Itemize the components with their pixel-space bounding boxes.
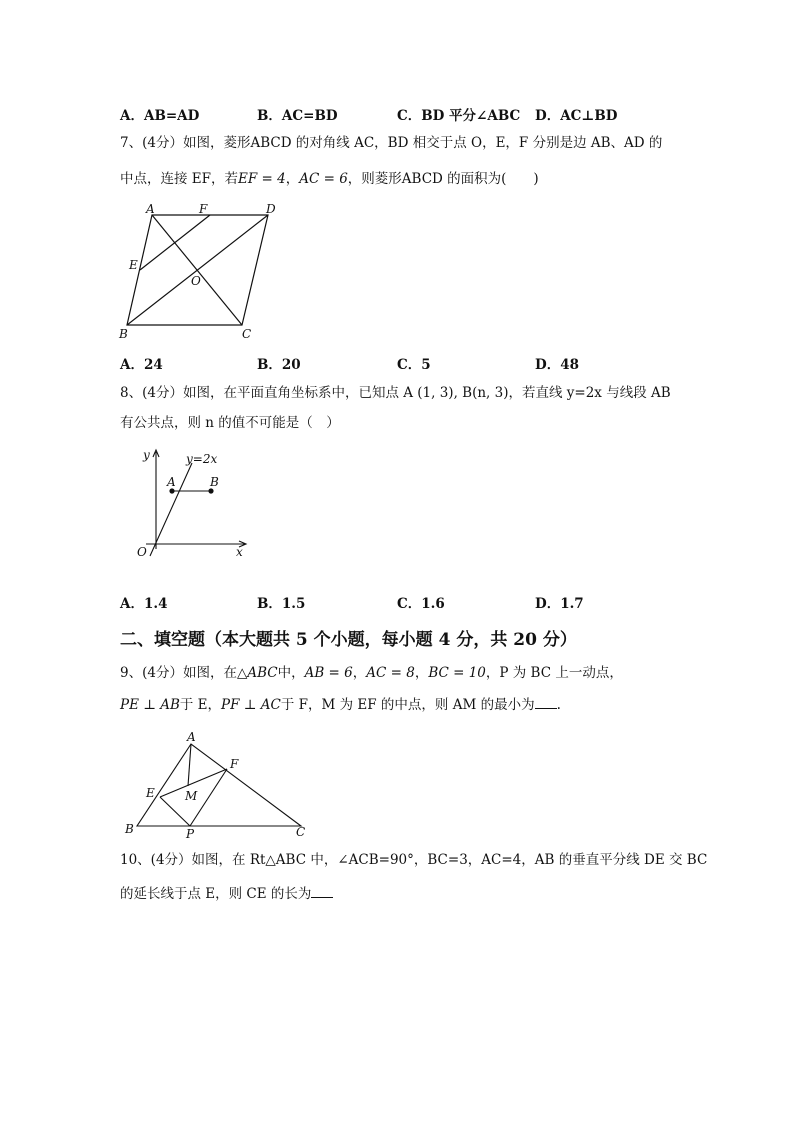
q7-option-c[interactable]: C．5 xyxy=(397,357,431,373)
q9-text-part: 中， xyxy=(277,665,305,681)
label-y: y xyxy=(143,448,150,462)
q9-text-part: ，P 为 BC 上一动点， xyxy=(485,665,623,681)
segment-am xyxy=(188,744,191,786)
q6-option-d[interactable]: D．AC⊥BD xyxy=(535,108,618,124)
label-a: A xyxy=(187,730,196,744)
q10-text-part: 的延长线于点 E，则 CE 的长为 xyxy=(120,886,312,902)
q7-math-ac: AC = 6 xyxy=(299,171,348,187)
q8-text-line-1: 8、(4分）如图，在平面直角坐标系中，已知点 A (1, 3), B(n, 3)，若直线 y=2x 与线段 AB xyxy=(120,385,671,401)
q9-math-ac: AC = 8 xyxy=(366,665,415,681)
q7-option-a[interactable]: A．24 xyxy=(120,357,163,373)
label-b: B xyxy=(119,327,128,341)
q7-text-part: ， xyxy=(285,171,300,187)
q6-option-a[interactable]: A．AB=AD xyxy=(120,108,200,124)
q9-text-part: ， xyxy=(414,665,429,681)
q9-math-triangle: △ABC xyxy=(236,665,278,681)
q6-option-c[interactable]: C．BD 平分∠ABC xyxy=(397,108,521,124)
label-f: F xyxy=(230,757,239,771)
q9-math-pf-perp: PF ⊥ AC xyxy=(221,697,281,713)
q7-text-line-1: 7、(4分）如图，菱形ABCD 的对角线 AC，BD 相交于点 O，E，F 分别是边 AB、AD 的 xyxy=(120,135,663,151)
label-p: P xyxy=(186,827,195,841)
label-line: y=2x xyxy=(186,452,218,466)
q7-text-part: ，则菱形ABCD 的面积为( ) xyxy=(347,171,539,187)
label-o: O xyxy=(137,545,147,559)
label-f: F xyxy=(199,202,208,216)
label-x: x xyxy=(236,545,243,559)
q9-text-part: . xyxy=(556,697,561,713)
q8-text-line-2: 有公共点，则 n 的值不可能是（ ） xyxy=(120,415,340,431)
q9-math-ab: AB = 6 xyxy=(304,665,353,681)
q8-option-d[interactable]: D．1.7 xyxy=(535,596,584,612)
q9-text-part: ， xyxy=(352,665,367,681)
q9-text-part: 9、(4分）如图，在 xyxy=(120,665,237,681)
q6-option-b[interactable]: B．AC=BD xyxy=(257,108,338,124)
q7-option-d[interactable]: D．48 xyxy=(535,357,579,373)
label-d: D xyxy=(266,202,276,216)
q8-option-c[interactable]: C．1.6 xyxy=(397,596,445,612)
label-c: C xyxy=(242,327,252,341)
label-e: E xyxy=(129,258,138,272)
label-c: C xyxy=(296,825,306,839)
label-e: E xyxy=(146,786,155,800)
triangle-abc xyxy=(137,744,301,826)
q10-text-line-1: 10、(4分）如图，在 Rt△ABC 中，∠ACB=90°，BC=3，AC=4，AB 的垂直平分线 DE 交 BC xyxy=(120,852,708,868)
label-a: A xyxy=(146,202,155,216)
answer-blank[interactable] xyxy=(311,885,333,898)
label-m: M xyxy=(185,789,198,803)
label-o: O xyxy=(191,274,201,288)
q10-text-line-2 xyxy=(120,885,333,903)
label-b: B xyxy=(210,475,219,489)
label-a: A xyxy=(167,475,176,489)
q9-text-part: 于 F，M 为 EF 的中点，则 AM 的最小为 xyxy=(280,697,535,713)
q7-option-b[interactable]: B．20 xyxy=(257,357,301,373)
q7-math-ef: EF = 4 xyxy=(238,171,286,187)
q7-text-part: 中点，连接 EF，若 xyxy=(120,171,239,187)
label-b: B xyxy=(125,822,134,836)
q9-math-bc: BC = 10 xyxy=(428,665,486,681)
q9-text-part: 于 E， xyxy=(179,697,222,713)
q8-option-a[interactable]: A．1.4 xyxy=(120,596,168,612)
q9-math-pe-perp: PE ⊥ AB xyxy=(120,697,180,713)
q8-option-b[interactable]: B．1.5 xyxy=(257,596,306,612)
section-title: 二、填空题（本大题共 5 个小题，每小题 4 分，共 20 分） xyxy=(120,630,577,650)
